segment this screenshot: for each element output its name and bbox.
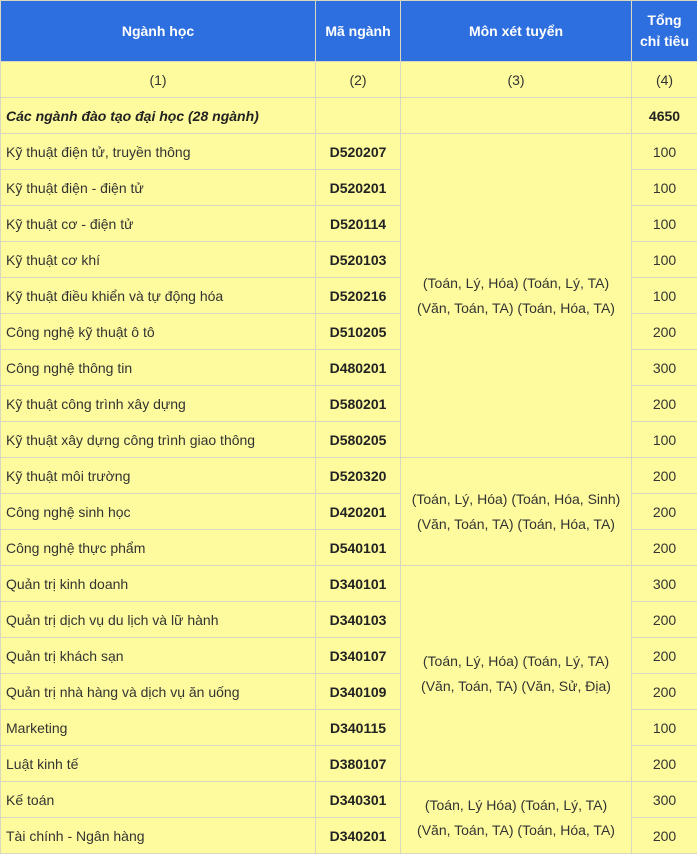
column-number: (1) — [1, 62, 316, 98]
subject-combination — [401, 566, 632, 782]
major-quota: 200 — [632, 458, 697, 494]
major-code: D380107 — [316, 746, 401, 782]
major-code: D520114 — [316, 206, 401, 242]
subject-combination — [401, 458, 632, 566]
major-name: Quản trị dịch vụ du lịch và lữ hành — [1, 602, 316, 638]
major-code: D480201 — [316, 350, 401, 386]
major-code: D340301 — [316, 782, 401, 818]
major-code: D340103 — [316, 602, 401, 638]
major-quota: 100 — [632, 710, 697, 746]
subject-line: (Văn, Toán, TA) (Văn, Sử, Địa) — [421, 677, 611, 694]
major-code: D520207 — [316, 134, 401, 170]
major-name: Kỹ thuật điều khiển và tự động hóa — [1, 278, 316, 314]
major-name: Công nghệ sinh học — [1, 494, 316, 530]
subject-line: (Toán, Lý Hóa) (Toán, Lý, TA) — [424, 796, 608, 813]
major-quota: 200 — [632, 602, 697, 638]
major-code: D340201 — [316, 818, 401, 854]
major-quota: 200 — [632, 530, 697, 566]
major-code: D520201 — [316, 170, 401, 206]
column-number-row — [1, 62, 697, 98]
major-quota: 200 — [632, 314, 697, 350]
table-row — [1, 458, 697, 494]
major-code: D540101 — [316, 530, 401, 566]
major-quota: 300 — [632, 566, 697, 602]
subject-combination — [401, 782, 632, 854]
subject-combination — [401, 134, 632, 458]
major-quota: 300 — [632, 350, 697, 386]
major-quota: 100 — [632, 206, 697, 242]
major-name: Công nghệ thực phẩm — [1, 530, 316, 566]
empty-cell — [316, 98, 401, 134]
major-quota: 200 — [632, 818, 697, 854]
header-major: Ngành học — [1, 1, 316, 62]
header-row — [1, 1, 697, 62]
major-quota: 200 — [632, 494, 697, 530]
major-name: Luật kinh tế — [1, 746, 316, 782]
header-subjects: Môn xét tuyển — [401, 1, 632, 62]
table-row — [1, 134, 697, 170]
major-code: D340115 — [316, 710, 401, 746]
major-name: Công nghệ thông tin — [1, 350, 316, 386]
subject-line: (Toán, Lý, Hóa) (Toán, Lý, TA) — [422, 274, 610, 291]
group-row — [1, 98, 697, 134]
subject-line: (Văn, Toán, TA) (Toán, Hóa, TA) — [417, 299, 615, 316]
header-quota-line1: Tổng — [647, 12, 682, 28]
major-quota: 200 — [632, 674, 697, 710]
table-row — [1, 782, 697, 818]
major-name: Kỹ thuật công trình xây dựng — [1, 386, 316, 422]
table-row — [1, 566, 697, 602]
major-code: D580205 — [316, 422, 401, 458]
subject-line: (Văn, Toán, TA) (Toán, Hóa, TA) — [417, 515, 615, 532]
major-code: D580201 — [316, 386, 401, 422]
major-name: Kế toán — [1, 782, 316, 818]
subject-line: (Toán, Lý, Hóa) (Toán, Lý, TA) — [422, 652, 610, 669]
major-code: D340101 — [316, 566, 401, 602]
empty-cell — [401, 98, 632, 134]
major-code: D510205 — [316, 314, 401, 350]
major-name: Kỹ thuật cơ khí — [1, 242, 316, 278]
major-name: Kỹ thuật điện - điện tử — [1, 170, 316, 206]
major-quota: 300 — [632, 782, 697, 818]
major-quota: 100 — [632, 278, 697, 314]
major-code: D340109 — [316, 674, 401, 710]
major-code: D340107 — [316, 638, 401, 674]
major-code: D420201 — [316, 494, 401, 530]
header-code: Mã ngành — [316, 1, 401, 62]
major-quota: 200 — [632, 746, 697, 782]
major-quota: 100 — [632, 134, 697, 170]
group-total-quota: 4650 — [632, 98, 697, 134]
column-number: (3) — [401, 62, 632, 98]
major-quota: 200 — [632, 638, 697, 674]
major-quota: 100 — [632, 242, 697, 278]
major-code: D520103 — [316, 242, 401, 278]
major-name: Quản trị khách sạn — [1, 638, 316, 674]
major-name: Công nghệ kỹ thuật ô tô — [1, 314, 316, 350]
column-number: (2) — [316, 62, 401, 98]
major-name: Marketing — [1, 710, 316, 746]
subject-line: (Văn, Toán, TA) (Toán, Hóa, TA) — [417, 821, 615, 838]
major-quota: 100 — [632, 422, 697, 458]
major-name: Kỹ thuật xây dựng công trình giao thông — [1, 422, 316, 458]
major-code: D520320 — [316, 458, 401, 494]
group-name: Các ngành đào tạo đại học (28 ngành) — [1, 98, 316, 134]
header-quota — [632, 1, 697, 62]
header-quota-line2: chỉ tiêu — [639, 33, 689, 49]
major-code: D520216 — [316, 278, 401, 314]
subject-line: (Toán, Lý, Hóa) (Toán, Hóa, Sinh) — [411, 490, 621, 507]
major-name: Quản trị kinh doanh — [1, 566, 316, 602]
major-name: Kỹ thuật điện tử, truyền thông — [1, 134, 316, 170]
major-name: Quản trị nhà hàng và dịch vụ ăn uống — [1, 674, 316, 710]
major-name: Kỹ thuật môi trường — [1, 458, 316, 494]
major-name: Kỹ thuật cơ - điện tử — [1, 206, 316, 242]
major-quota: 200 — [632, 386, 697, 422]
column-number: (4) — [632, 62, 697, 98]
major-name: Tài chính - Ngân hàng — [1, 818, 316, 854]
major-quota: 100 — [632, 170, 697, 206]
